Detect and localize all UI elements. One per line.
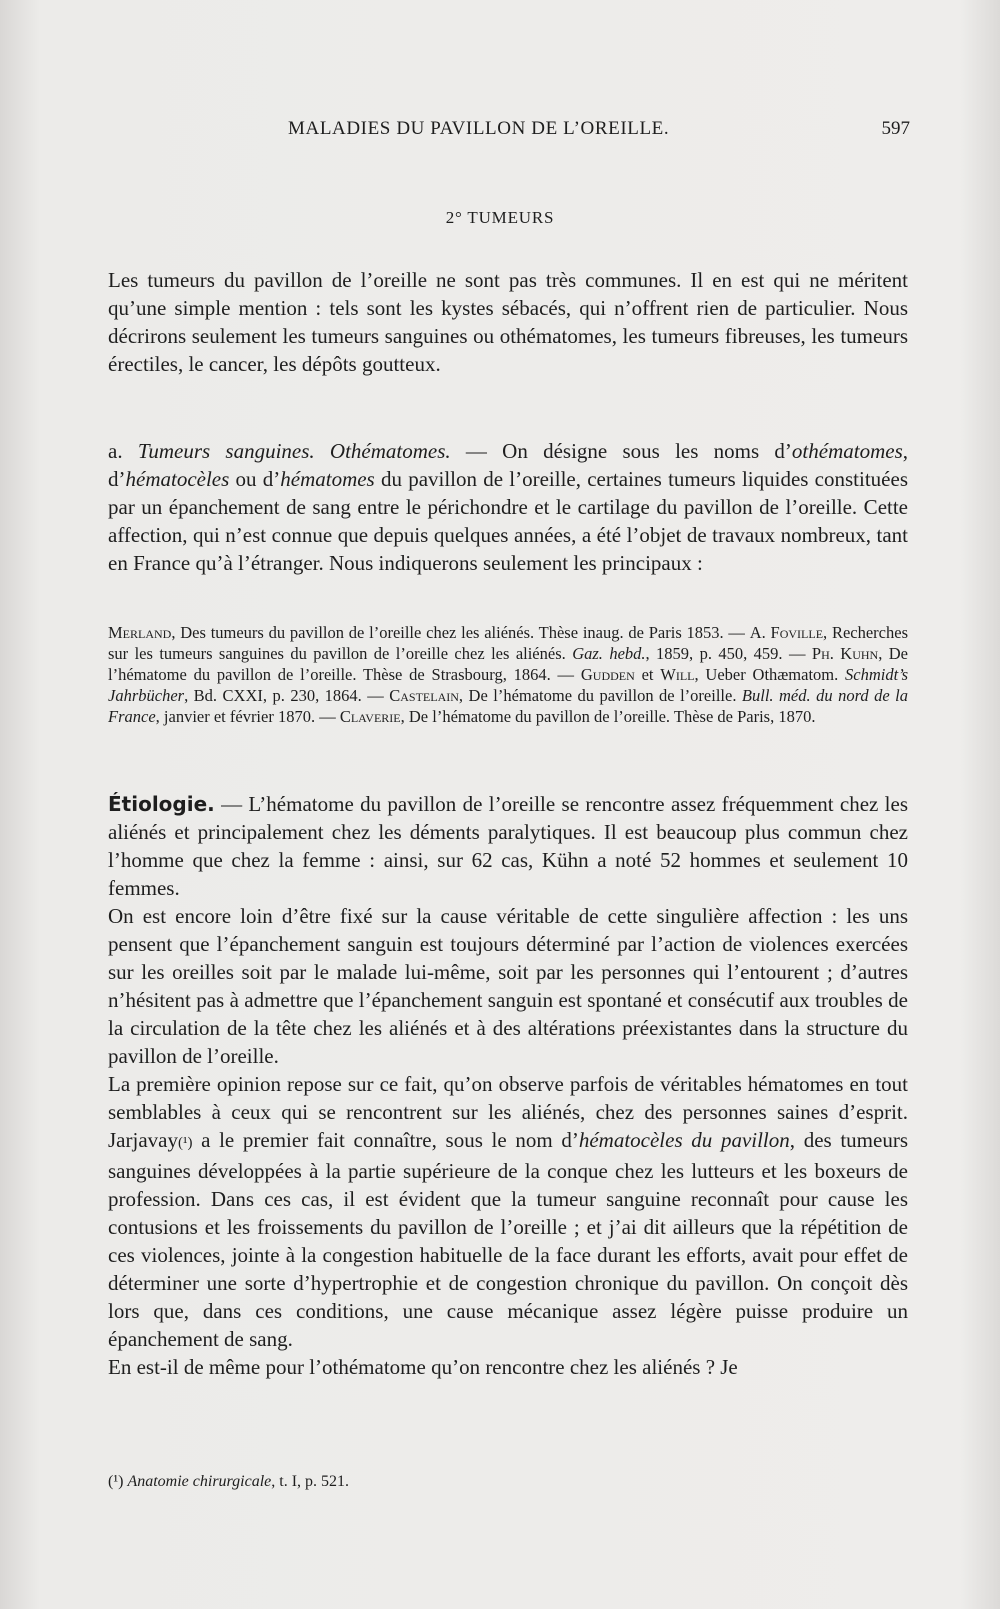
text-run: La première opinion repose sur ce fait, qu’on observe parfois de véritables hématomes en tout semblables à ceux qui se rencontrent sur les aliénés, chez des personnes saines d’esprit. Jarjavay [108, 1072, 908, 1152]
footnote-reference: (¹) [177, 1135, 193, 1151]
text-run: , janvier et février 1870. — [155, 707, 340, 726]
item-letter: a. [108, 439, 138, 463]
etiologie-paragraph-3 [108, 1070, 908, 1353]
footnote-title: Anatomie chirurgicale [127, 1473, 272, 1490]
italic-term: hématocèles [125, 467, 230, 491]
text-run: — On désigne sous les noms d’ [450, 439, 792, 463]
author: Will [660, 665, 695, 684]
etiologie-paragraph-1 [108, 790, 908, 902]
journal-title: Gaz. hebd. [572, 644, 646, 663]
author: Gudden [580, 665, 635, 684]
tumeurs-sanguines-text [108, 437, 908, 577]
author: Castelain [389, 686, 459, 705]
author: Ph. Kuhn [811, 644, 879, 663]
footnote-text: , t. I, p. 521. [271, 1473, 350, 1490]
etiologie-paragraph-2: On est encore loin d’être fixé sur la cause véritable de cette singulière affection : les uns pensent que l’épanchement sanguin est toujours déterminé par l’action de violences exercées sur les oreilles soit par le malade lui-même, soit par les personnes qui l’entourent ; d’autres n’hésitent pas à admettre que l’épanchement sanguin est spontané et consécutif aux troubles de la circulation de la tête chez les aliénés et à des altérations préexistantes dans la structure du pavillon de l’oreille. [108, 904, 908, 1068]
author: Merland [108, 623, 172, 642]
text-run: et [634, 665, 661, 684]
text-run: a le premier fait connaître, sous le nom d’ [192, 1128, 579, 1152]
section-title: 2° TUMEURS [445, 208, 555, 227]
footnote [108, 1473, 349, 1491]
page-number: 597 [881, 118, 910, 139]
text-run: , Bd. CXXI, p. 230, 1864. — [184, 686, 390, 705]
etiologie-paragraph-4: En est-il de même pour l’othématome qu’on rencontre chez les aliénés ? Je [108, 1355, 738, 1379]
text-run: , De l’hématome du pavillon de l’oreille. Thèse de Paris, 1870. [400, 707, 816, 726]
etiologie-section [108, 790, 908, 1381]
tumeurs-sanguines-paragraph [108, 437, 908, 577]
running-title: MALADIES DU PAVILLON DE L’OREILLE. [288, 118, 670, 139]
author: A. Foville [749, 623, 824, 642]
text-run: , 1859, p. 450, 459. — [645, 644, 812, 663]
text-run: , des tumeurs sanguines développées à la partie supérieure de la conque chez les lutteurs et les boxeurs de profession. Dans ces cas, il est évident que la tumeur sanguine reconnaît pour cause les contusions et les froissements du pavillon de l’oreille ; et j’ai dit ailleurs que la répétition de ces violences, jointe à la congestion habituelle de la face durant les efforts, avait pour effet de déterminer une sorte d’hypertrophie et de congestion chronique du pavillon. On conçoit dès lors que, dans ces conditions, une cause mécanique assez légère puisse produire un épanchement de sang. [108, 1128, 908, 1351]
text-run: , Recherches sur les tumeurs sanguines du pavillon de l’oreille chez les aliénés. [108, 623, 908, 663]
text-run: , De l’hématome du pavillon de l’oreille. Thèse de Strasbourg, 1864. — [108, 644, 909, 684]
intro-paragraph [108, 266, 908, 378]
footnote-mark: (¹) [108, 1473, 124, 1490]
text-run: — L’hématome du pavillon de l’oreille se rencontre assez fréquemment chez les aliénés et principalement chez les déments paralytiques. Il est beaucoup plus commun chez l’homme que chez la femme : ainsi, sur 62 cas, Kühn a noté 52 hommes et seulement 10 femmes. [108, 792, 908, 900]
intro-text: Les tumeurs du pavillon de l’oreille ne sont pas très communes. Il en est qui ne méritent qu’une simple mention : tels sont les kystes sébacés, qui n’offrent rien de particulier. Nous décrirons seulement les tumeurs sanguines ou othématomes, les tumeurs fibreuses, les tumeurs érectiles, le cancer, les dépôts goutteux. [108, 268, 908, 376]
text-run: , De l’hématome du pavillon de l’oreille. [458, 686, 742, 705]
journal-title: Bull. méd. du nord de la France [108, 686, 909, 726]
etiologie-heading: Étiologie. [108, 792, 215, 816]
text-run: , d’ [108, 439, 908, 491]
bibliography [108, 622, 908, 727]
text-run: ou d’ [229, 467, 281, 491]
subsection-title: Tumeurs sanguines. Othématomes. [137, 439, 451, 463]
text-run: , Ueber Othæmatom. [694, 665, 846, 684]
italic-term: hématomes [280, 467, 375, 491]
text-run: du pavillon de l’oreille, certaines tumeurs liquides constituées par un épanchement de sang entre le périchondre et le cartilage du pavillon de l’oreille. Cette affection, qui n’est connue que depuis quelques années, a été l’objet de travaux nombreux, tant en France qu’à l’étranger. Nous indiquerons seulement les principaux : [108, 467, 908, 575]
text-run: , Des tumeurs du pavillon de l’oreille chez les aliénés. Thèse inaug. de Paris 1853. — [171, 623, 750, 642]
author: Claverie [339, 707, 401, 726]
italic-term: hématocèles du pavillon [578, 1128, 790, 1152]
journal-title: Schmidt’s Jahrbücher [108, 665, 908, 705]
italic-term: othématomes [791, 439, 903, 463]
page-header [108, 118, 910, 148]
